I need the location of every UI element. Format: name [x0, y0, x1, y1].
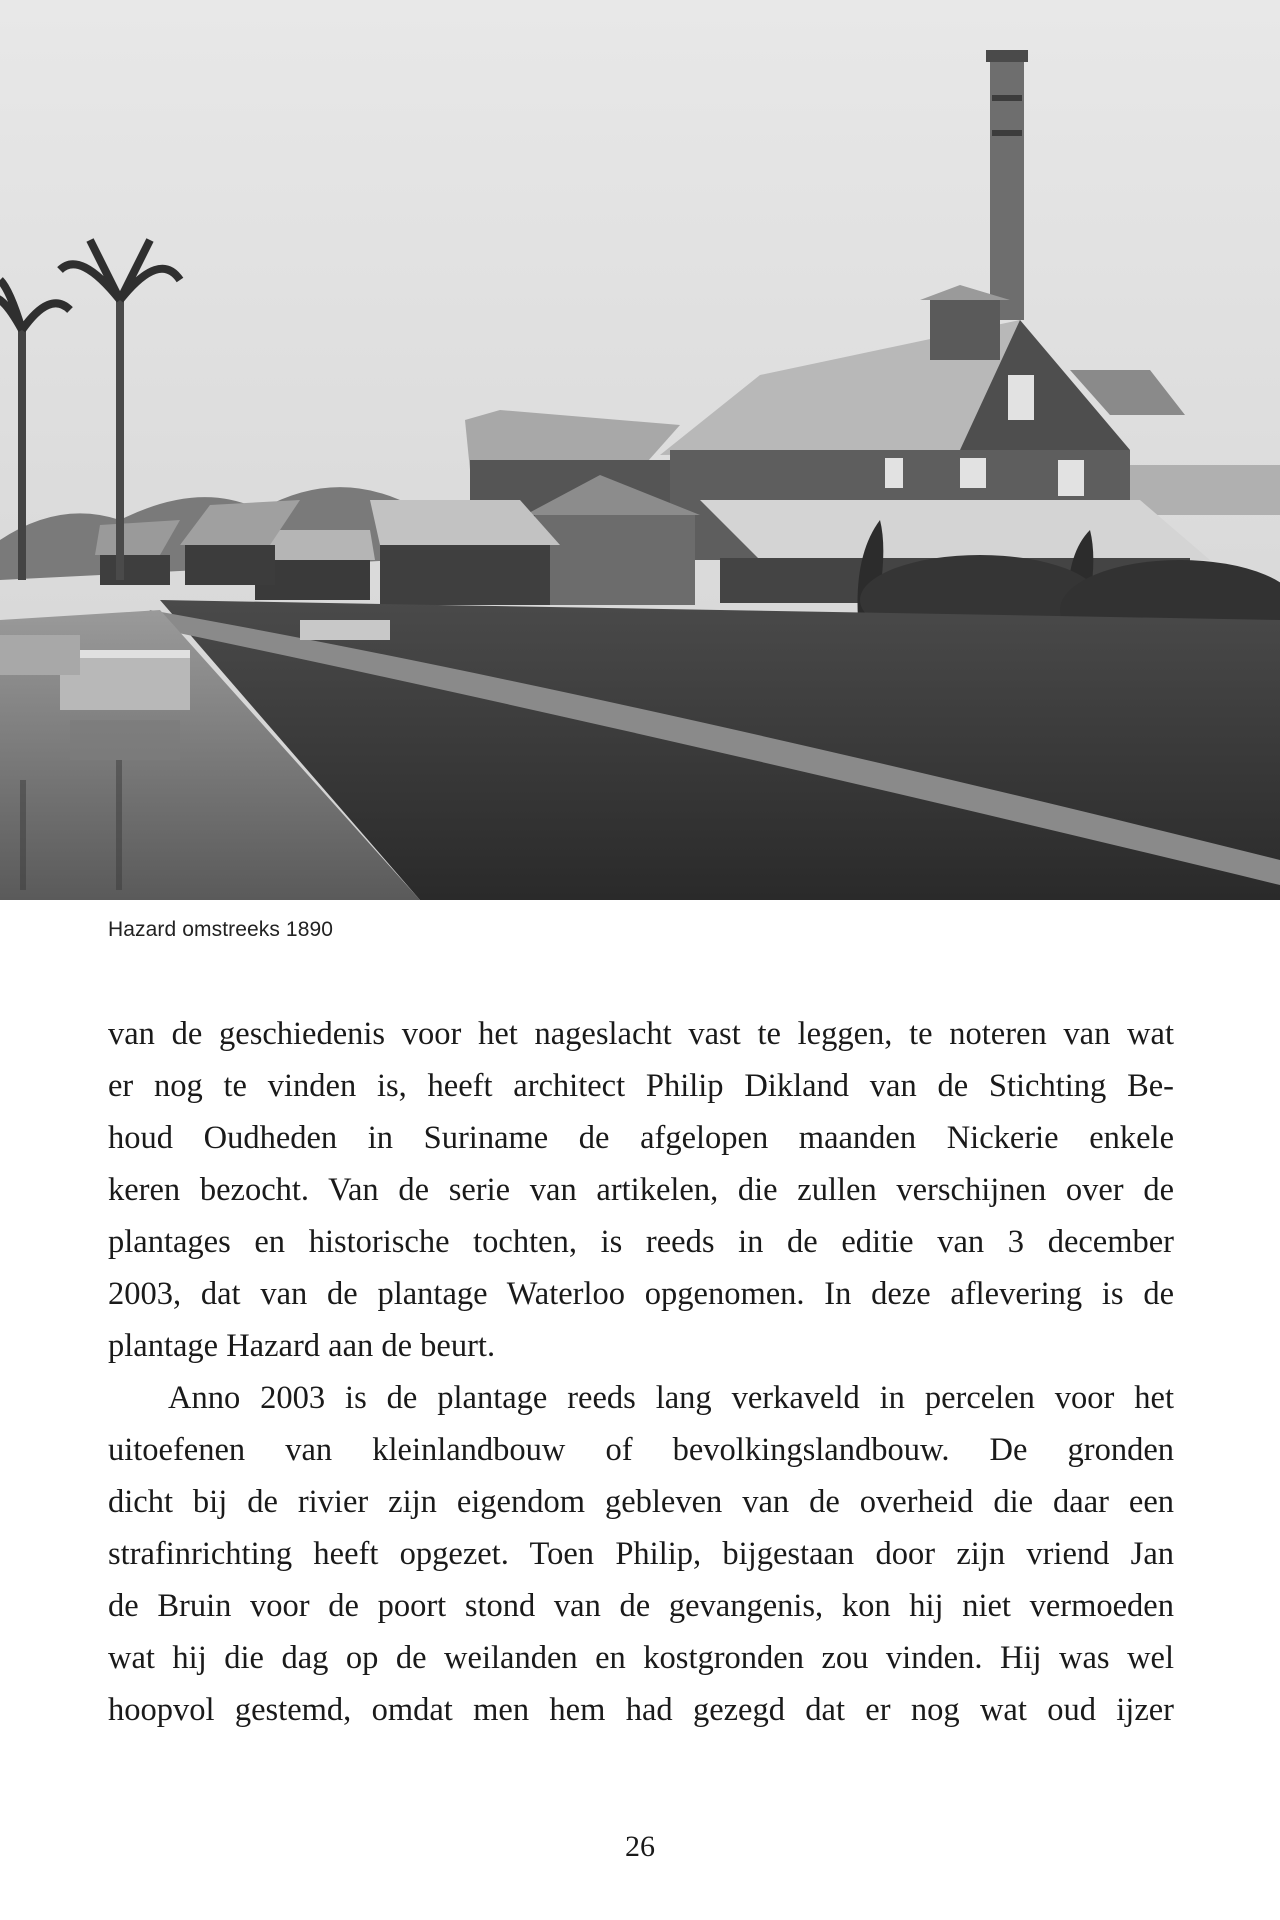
paragraph-1 [108, 1008, 1174, 1372]
paragraph-2 [108, 1372, 1174, 1736]
text-line: van de geschiedenis voor het nageslacht vast te leggen, te noteren van wat [108, 1016, 1174, 1052]
text-line: keren bezocht. Van de serie van artikelen, die zullen verschijnen over de [108, 1172, 1174, 1208]
photo-caption: Hazard omstreeks 1890 [108, 918, 334, 941]
text-line: er nog te vinden is, heeft architect Philip Dikland van de Stichting Be- [108, 1068, 1174, 1104]
text-line: plantage Hazard aan de beurt. [108, 1328, 496, 1364]
text-line: de Bruin voor de poort stond van de gevangenis, kon hij niet vermoeden [108, 1588, 1174, 1624]
body-text [108, 1008, 1174, 1736]
text-line: 2003, dat van de plantage Waterloo opgenomen. In deze aflevering is de [108, 1276, 1174, 1312]
text-line: dicht bij de rivier zijn eigendom gebleven van de overheid die daar een [108, 1484, 1174, 1520]
text-line: Anno 2003 is de plantage reeds lang verkaveld in percelen voor het [168, 1380, 1174, 1416]
text-line: houd Oudheden in Suriname de afgelopen maanden Nickerie enkele [108, 1120, 1174, 1156]
plantation-photo [0, 0, 1280, 900]
page-number: 26 [625, 1830, 655, 1863]
text-line: plantages en historische tochten, is reeds in de editie van 3 december [108, 1224, 1174, 1260]
text-line: wat hij die dag op de weilanden en kostgronden zou vinden. Hij was wel [108, 1640, 1174, 1676]
text-line: uitoefenen van kleinlandbouw of bevolkingslandbouw. De gronden [108, 1432, 1174, 1468]
text-line: hoopvol gestemd, omdat men hem had gezegd dat er nog wat oud ijzer [108, 1692, 1174, 1728]
text-line: strafinrichting heeft opgezet. Toen Philip, bijgestaan door zijn vriend Jan [108, 1536, 1174, 1572]
